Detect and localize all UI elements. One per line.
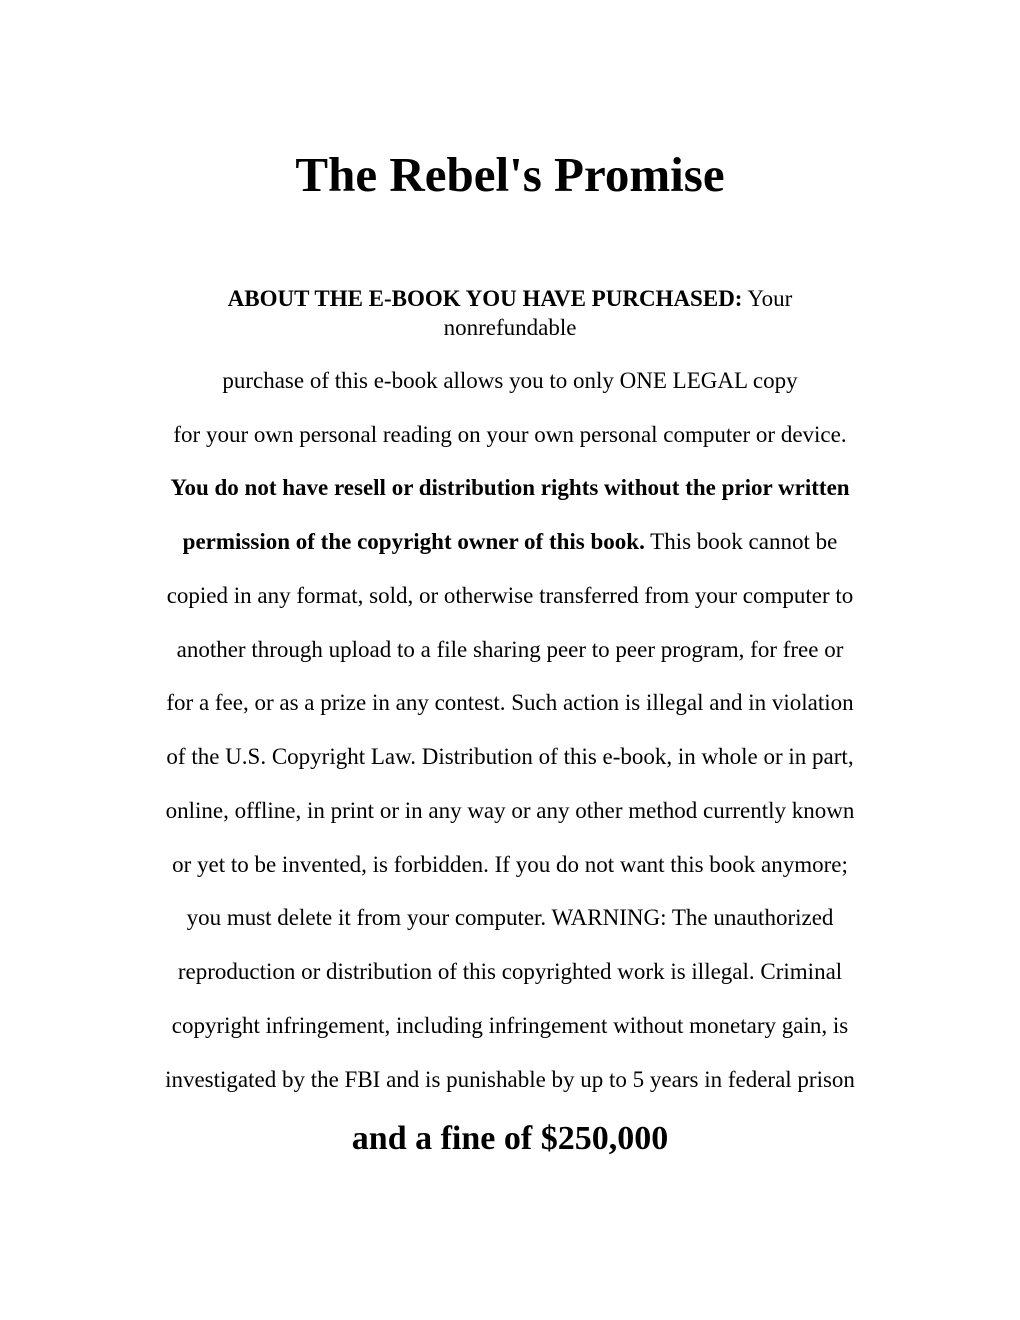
notice-line: online, offline, in print or in any way or any other method currently known — [165, 798, 855, 823]
notice-line: copied in any format, sold, or otherwise transferred from your computer to — [166, 583, 854, 608]
page-title: The Rebel's Promise — [295, 147, 725, 202]
closing-statement: and a fine of $250,000 — [351, 1120, 669, 1157]
notice-line: reproduction or distribution of this copyrighted work is illegal. Criminal — [177, 959, 843, 984]
notice-line: or yet to be invented, is forbidden. If you do not want this book anymore; — [172, 852, 848, 877]
notice-line: you must delete it from your computer. WARNING: The unauthorized — [186, 905, 834, 930]
notice-line-mixed — [0, 527, 1020, 557]
notice-line-bold: permission of the copyright owner of this book. — [182, 529, 645, 554]
notice-heading: ABOUT THE E-BOOK YOU HAVE PURCHASED: — [227, 286, 743, 311]
notice-line: for your own personal reading on your own personal computer or device. — [173, 422, 847, 447]
notice-line: for a fee, or as a prize in any contest. Such action is illegal and in violation — [166, 690, 854, 715]
notice-line-bold: You do not have resell or distribution rights without the prior written — [170, 475, 850, 500]
notice-line: another through upload to a file sharing peer to peer program, for free or — [176, 637, 844, 662]
notice-heading-tail: Your nonrefundable — [443, 286, 793, 340]
notice-line: purchase of this e-book allows you to only ONE LEGAL copy — [222, 368, 798, 393]
notice-line: copyright infringement, including infringement without monetary gain, is — [171, 1013, 849, 1038]
notice-intro — [180, 284, 840, 342]
notice-line: of the U.S. Copyright Law. Distribution of this e-book, in whole or in part, — [166, 744, 854, 769]
notice-line-tail: This book cannot be — [644, 529, 838, 554]
notice-line: investigated by the FBI and is punishable by up to 5 years in federal prison — [165, 1067, 855, 1092]
